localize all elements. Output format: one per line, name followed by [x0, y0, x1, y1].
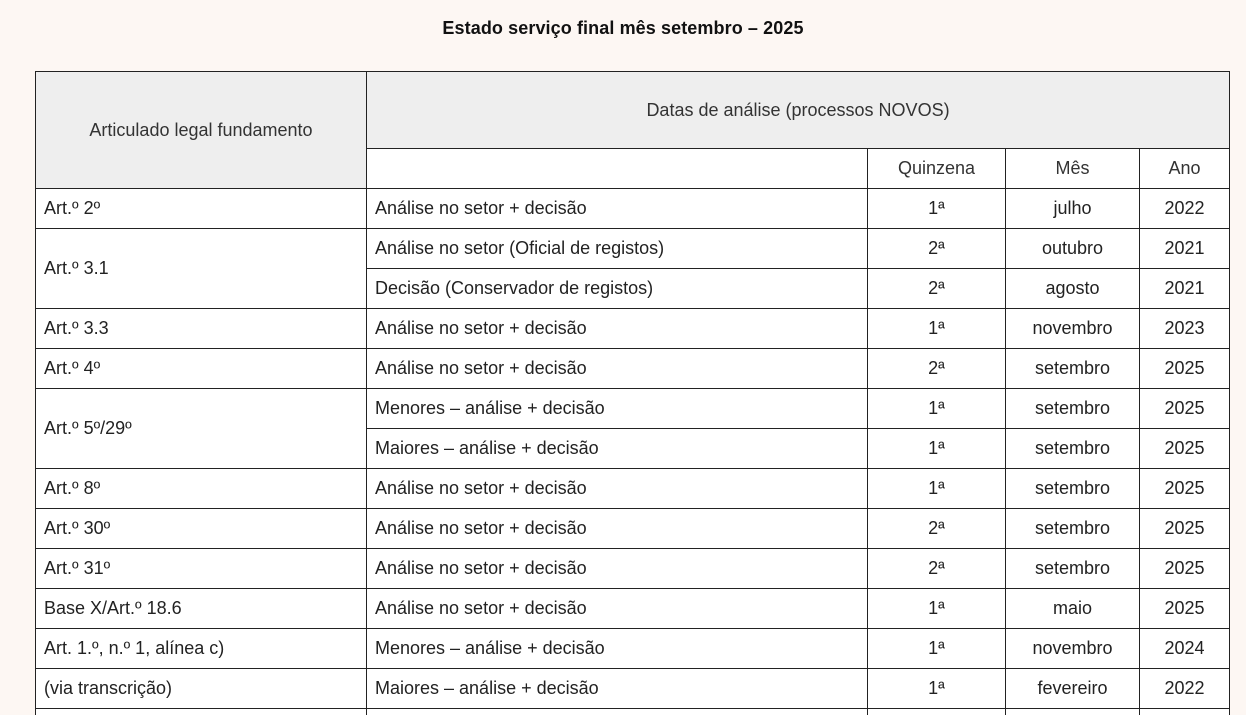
- empty-cell: [1006, 709, 1140, 715]
- description-cell: Análise no setor + decisão: [367, 349, 868, 389]
- description-cell: Análise no setor + decisão: [367, 309, 868, 349]
- legal-article-cell: Art. 1.º, n.º 1, alínea c): [36, 629, 367, 669]
- year-cell: 2023: [1140, 309, 1230, 349]
- description-cell: Menores – análise + decisão: [367, 629, 868, 669]
- month-cell: setembro: [1006, 429, 1140, 469]
- empty-cell: [1140, 709, 1230, 715]
- description-cell: Análise no setor + decisão: [367, 549, 868, 589]
- service-status-table: [35, 71, 1230, 715]
- header-year: Ano: [1140, 149, 1230, 189]
- month-cell: novembro: [1006, 309, 1140, 349]
- fortnight-cell: 1ª: [868, 589, 1006, 629]
- header-legal-basis: Articulado legal fundamento: [36, 72, 367, 189]
- year-cell: 2022: [1140, 189, 1230, 229]
- empty-cell: [868, 709, 1006, 715]
- header-fortnight: Quinzena: [868, 149, 1006, 189]
- table-body: [36, 189, 1230, 715]
- fortnight-cell: 2ª: [868, 229, 1006, 269]
- legal-article-cell: Art.º 4º: [36, 349, 367, 389]
- legal-article-cell: Base X/Art.º 18.6: [36, 589, 367, 629]
- header-row-group: [36, 72, 1230, 149]
- month-cell: novembro: [1006, 629, 1140, 669]
- fortnight-cell: 1ª: [868, 629, 1006, 669]
- year-cell: 2021: [1140, 269, 1230, 309]
- table-row: [36, 229, 1230, 269]
- table-row: [36, 389, 1230, 429]
- header-month: Mês: [1006, 149, 1140, 189]
- month-cell: fevereiro: [1006, 669, 1140, 709]
- page-title: Estado serviço final mês setembro – 2025: [442, 18, 804, 38]
- year-cell: 2025: [1140, 549, 1230, 589]
- year-cell: 2025: [1140, 509, 1230, 549]
- table-row: [36, 669, 1230, 709]
- month-cell: julho: [1006, 189, 1140, 229]
- description-cell: Maiores – análise + decisão: [367, 669, 868, 709]
- month-cell: maio: [1006, 589, 1140, 629]
- month-cell: setembro: [1006, 349, 1140, 389]
- table-row: [36, 629, 1230, 669]
- fortnight-cell: 1ª: [868, 389, 1006, 429]
- month-cell: outubro: [1006, 229, 1140, 269]
- fortnight-cell: 2ª: [868, 269, 1006, 309]
- legal-article-cell: Art.º 8º: [36, 469, 367, 509]
- fortnight-cell: 2ª: [868, 549, 1006, 589]
- year-cell: 2025: [1140, 389, 1230, 429]
- fortnight-cell: 2ª: [868, 349, 1006, 389]
- description-cell: Análise no setor (Oficial de registos): [367, 229, 868, 269]
- header-description-blank: [367, 149, 868, 189]
- table-row: [36, 509, 1230, 549]
- month-cell: setembro: [1006, 549, 1140, 589]
- legal-article-cell: Art.º 3.3: [36, 309, 367, 349]
- legal-article-cell: Art.º 2º: [36, 189, 367, 229]
- year-cell: 2024: [1140, 629, 1230, 669]
- fortnight-cell: 1ª: [868, 429, 1006, 469]
- fortnight-cell: 1ª: [868, 189, 1006, 229]
- table-row: [36, 549, 1230, 589]
- table-row: [36, 189, 1230, 229]
- month-cell: setembro: [1006, 509, 1140, 549]
- description-cell: Análise no setor + decisão: [367, 469, 868, 509]
- month-cell: setembro: [1006, 389, 1140, 429]
- fortnight-cell: 1ª: [868, 469, 1006, 509]
- year-cell: 2022: [1140, 669, 1230, 709]
- year-cell: 2025: [1140, 469, 1230, 509]
- year-cell: 2025: [1140, 589, 1230, 629]
- description-cell: Análise no setor + decisão: [367, 189, 868, 229]
- fortnight-cell: 1ª: [868, 669, 1006, 709]
- description-cell: Decisão (Conservador de registos): [367, 269, 868, 309]
- year-cell: 2021: [1140, 229, 1230, 269]
- description-cell: Maiores – análise + decisão: [367, 429, 868, 469]
- description-cell: Menores – análise + decisão: [367, 389, 868, 429]
- table-row: [36, 309, 1230, 349]
- legal-article-cell: Art.º 30º: [36, 509, 367, 549]
- legal-article-cell: (via transcrição): [36, 669, 367, 709]
- table-row: [36, 349, 1230, 389]
- description-cell: Análise no setor + decisão: [367, 509, 868, 549]
- month-cell: setembro: [1006, 469, 1140, 509]
- year-cell: 2025: [1140, 349, 1230, 389]
- year-cell: 2025: [1140, 429, 1230, 469]
- month-cell: agosto: [1006, 269, 1140, 309]
- legal-article-cell: Art.º 31º: [36, 549, 367, 589]
- header-analysis-dates: Datas de análise (processos NOVOS): [367, 72, 1230, 149]
- legal-article-cell: Art.º 3.1: [36, 229, 367, 309]
- empty-cell: [367, 709, 868, 715]
- fortnight-cell: 1ª: [868, 309, 1006, 349]
- table-row-cutoff: [36, 709, 1230, 715]
- description-cell: Análise no setor + decisão: [367, 589, 868, 629]
- legal-article-cell: Art.º 5º/29º: [36, 389, 367, 469]
- empty-cell: [36, 709, 367, 715]
- table-row: [36, 469, 1230, 509]
- table-row: [36, 589, 1230, 629]
- fortnight-cell: 2ª: [868, 509, 1006, 549]
